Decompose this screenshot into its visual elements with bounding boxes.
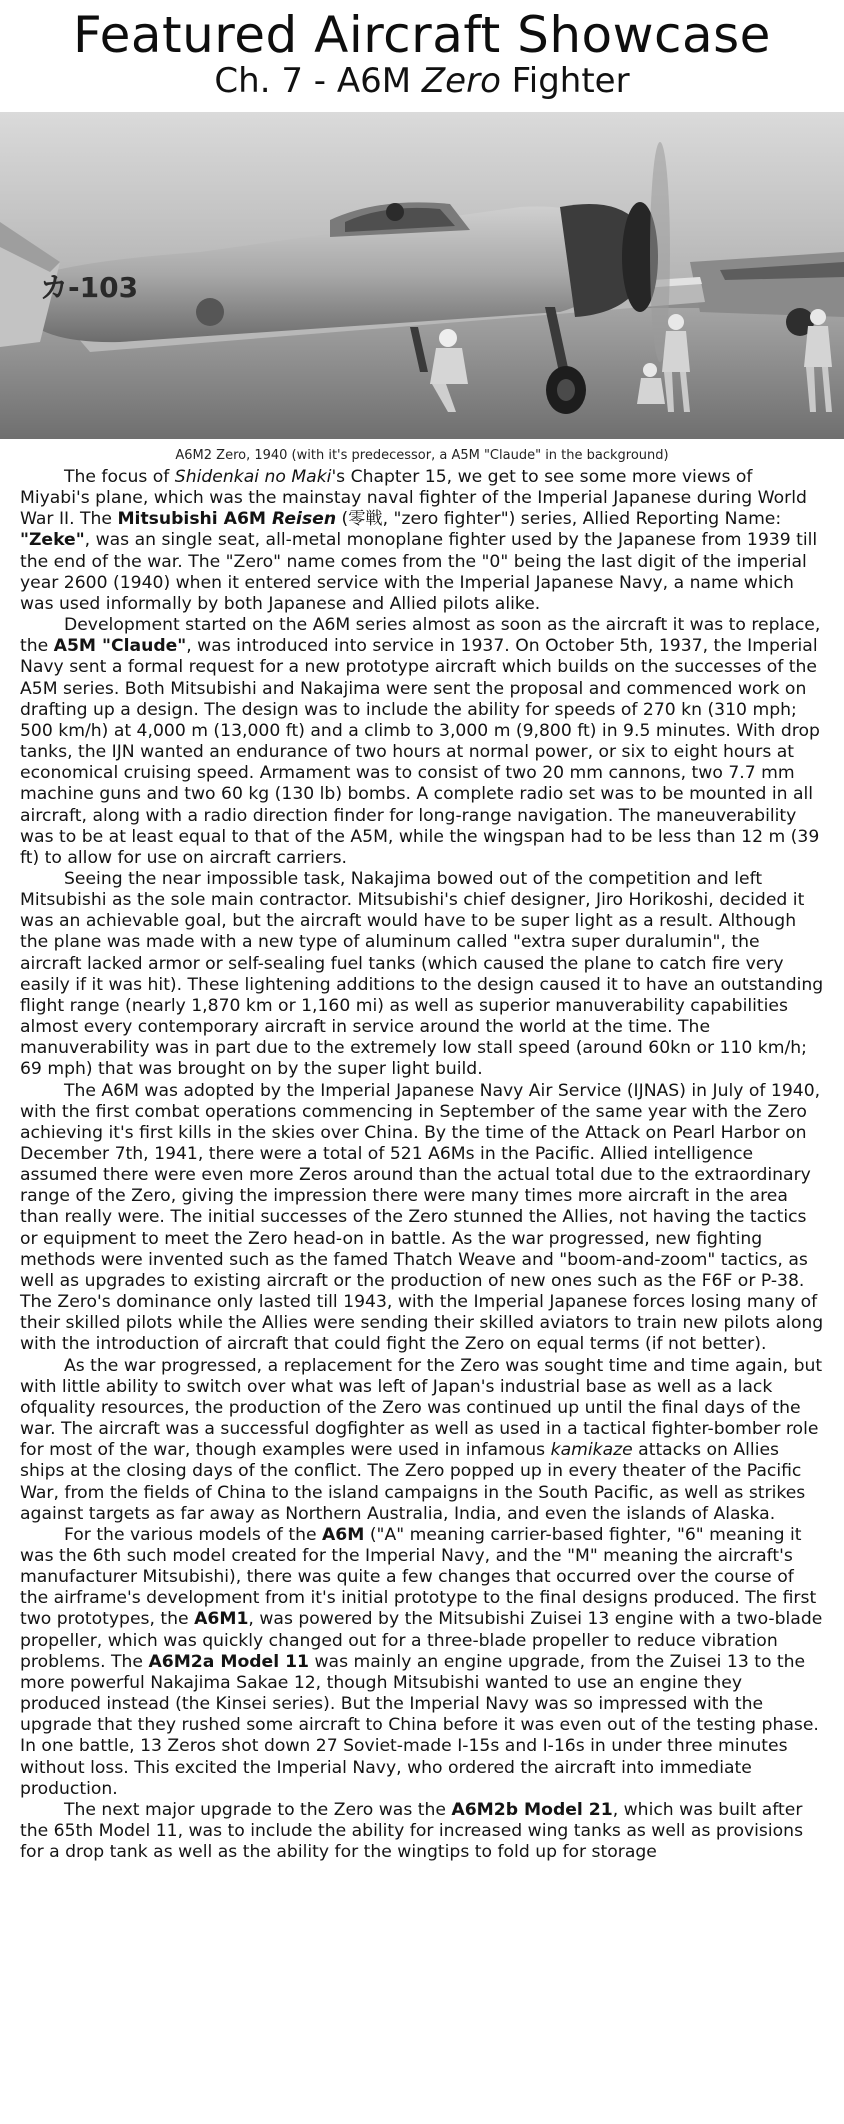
- page-title: Featured Aircraft Showcase: [73, 6, 771, 64]
- text-run: was mainly an engine upgrade, from the Zuisei 13 to the more powerful Nakajima Sakae 12, though Mitsubishi wanted to use an engine they produced instead (the Kinsei series). But the Imperial Navy was so impressed with the upgrade that they rushed some aircraft to China before it was even out of the testing phase. In one battle, 13 Zeros shot down 27 Soviet-made I-15s and I-16s in under three minutes without loss. This excited the Imperial Navy, who ordered the aircraft into immediate production.: [20, 1651, 819, 1799]
- paragraph-3: Seeing the near impossible task, Nakajima bowed out of the competition and left Mitsubishi as the sole main contractor. Mitsubishi's chief designer, Jiro Horikoshi, decided it was an achievable goal, but the aircraft would have to be super light as a result. Although the plane was made with a new type of aluminum called "extra super duralumin", the aircraft lacked armor or self-sealing fuel tanks (which caused the plane to catch fire very easily if it was hit). These lightening additions to the design caused it to have an outstanding flight range (nearly 1,870 km or 1,160 mi) as well as superior manuverability capabilities almost every contemporary aircraft in service around the world at the time. The manuverability was in part due to the extremely low stall speed (around 60kn or 110 km/h; 69 mph) that was brought on by the super light build.: [20, 868, 824, 1080]
- photo-caption: A6M2 Zero, 1940 (with it's predecessor, a A5M "Claude" in the background): [175, 448, 669, 463]
- text-run: , was powered by the Mitsubishi Zuisei 13 engine with a two-blade propeller, which was quickly changed out for a three-blade propeller to reduce vibration problems. The: [20, 1609, 823, 1672]
- paragraph-7: [20, 1800, 824, 1863]
- text-run: The next major upgrade to the Zero was the: [64, 1799, 452, 1820]
- bold-italic-run: Reisen: [272, 509, 337, 530]
- text-run: The focus of: [64, 467, 175, 487]
- text-run: attacks on Allies ships at the closing days of the conflict. The Zero popped up in every theater of the Pacific War, from the fields of China to the island campaigns in the South Pacific, as well as strikes against targets as far away as Northern Australia, India, and even the islands of Alaska.: [20, 1440, 806, 1524]
- text-run: Development started on the A6M series almost as soon as the aircraft it was to replace, the: [20, 615, 821, 657]
- text-run: , was an single seat, all-metal monoplane fighter used by the Japanese from 1939 till the end of the war. The "Zero" name comes from the "0" being the last digit of the imperial year 2600 (1940) when it entered service with the Imperial Japanese Navy, a name which was used informally by both Japanese and Allied pilots alike.: [20, 530, 818, 614]
- subtitle-prefix: Ch. 7 - A6M: [214, 61, 422, 101]
- page-subtitle: [0, 62, 844, 100]
- tail-code: カ-103: [40, 271, 139, 304]
- subtitle-suffix: Fighter: [500, 61, 630, 101]
- paragraph-6: [20, 1525, 824, 1800]
- article-body: [0, 467, 844, 1863]
- aircraft-photo-illustration: [0, 112, 844, 439]
- text-run: (零戦, "zero fighter") series, Allied Reporting Name:: [336, 509, 782, 530]
- bold-run: Mitsubishi A6M: [117, 509, 273, 530]
- text-run: , was introduced into service in 1937. On October 5th, 1937, the Imperial Navy sent a formal request for a new prototype aircraft which builds on the successes of the A5M series. Both Mitsubishi and Nakajima were sent the proposal and commenced work on drafting up a design. The design was to include the ability for speeds of 270 kn (310 mph; 500 km/h) at 4,000 m (13,000 ft) and a climb to 3,000 m (9,800 ft) in 9.5 minutes. With drop tanks, the IJN wanted an endurance of two hours at normal power, or six to eight hours at economical cruising speed. Armament was to consist of two 20 mm cannons, two 7.7 mm machine guns and two 60 kg (130 lb) bombs. A complete radio set was to be mounted in all aircraft, along with a radio direction finder for long-range navigation. The maneuverability was to be at least equal to that of the A5M, while the wingspan had to be less than 12 m (39 ft) to allow for use on aircraft carriers.: [20, 636, 820, 868]
- aircraft-photo: [0, 112, 844, 439]
- subtitle-italic: Zero: [421, 61, 501, 101]
- bold-run: A6M2b Model 21: [451, 1799, 613, 1820]
- bold-run: "Zeke": [20, 530, 85, 551]
- bold-run: A6M2a Model 11: [148, 1651, 310, 1672]
- italic-run: kamikaze: [550, 1440, 633, 1461]
- paragraph-5: [20, 1356, 824, 1525]
- bold-run: A6M: [322, 1524, 365, 1545]
- text-run: 's Chapter 15, we get to see some more views of Miyabi's plane, which was the mainstay naval fighter of the Imperial Japanese during World War II. The: [20, 467, 807, 530]
- text-run: For the various models of the: [64, 1524, 322, 1545]
- bold-run: A5M "Claude": [53, 636, 187, 657]
- italic-run: Shidenkai no Maki: [174, 467, 332, 487]
- text-run: As the war progressed, a replacement for the Zero was sought time and time again, but with little ability to switch over what was left of Japan's industrial base as well as a lack ofquality resources, the production of the Zero was continued up until the final days of the war. The aircraft was a successful dogfighter as well as used in a tactical fighter-bomber role for most of the war, though examples were used in infamous: [20, 1355, 823, 1461]
- paragraph-4: The A6M was adopted by the Imperial Japanese Navy Air Service (IJNAS) in July of 1940, with the first combat operations commencing in September of the same year with the Zero achieving it's first kills in the skies over China. By the time of the Attack on Pearl Harbor on December 7th, 1941, there were a total of 521 A6Ms in the Pacific. Allied intelligence assumed there were even more Zeros around than the actual total due to the extraordinary range of the Zero, giving the impression there were many times more aircraft in the area than really were. The initial successes of the Zero stunned the Allies, not having the tactics or equipment to meet the Zero head-on in battle. As the war progressed, new fighting methods were invented such as the famed Thatch Weave and "boom-and-zoom" tactics, as well as upgrades to existing aircraft or the production of new ones such as the F6F or P-38. The Zero's dominance only lasted till 1943, with the Imperial Japanese forces losing many of their skilled pilots while the Allies were sending their skilled aviators to train new pilots along with the introduction of aircraft that could fight the Zero on equal terms (if not better).: [20, 1080, 824, 1355]
- text-run: ("A" meaning carrier-based fighter, "6" meaning it was the 6th such model created for the Imperial Navy, and the "M" meaning the aircraft's manufacturer Mitsubishi), there was quite a few changes that occurred over the course of the airframe's development from it's initial prototype to the final designs produced. The first two prototypes, the: [20, 1524, 817, 1630]
- paragraph-2: [20, 615, 824, 869]
- bold-run: A6M1: [194, 1609, 249, 1630]
- text-run: , which was built after the 65th Model 11, was to include the ability for increased wing tanks as well as provisions for a drop tank as well as the ability for the wingtips to fold up for storage: [20, 1799, 804, 1863]
- paragraph-1: [20, 467, 824, 615]
